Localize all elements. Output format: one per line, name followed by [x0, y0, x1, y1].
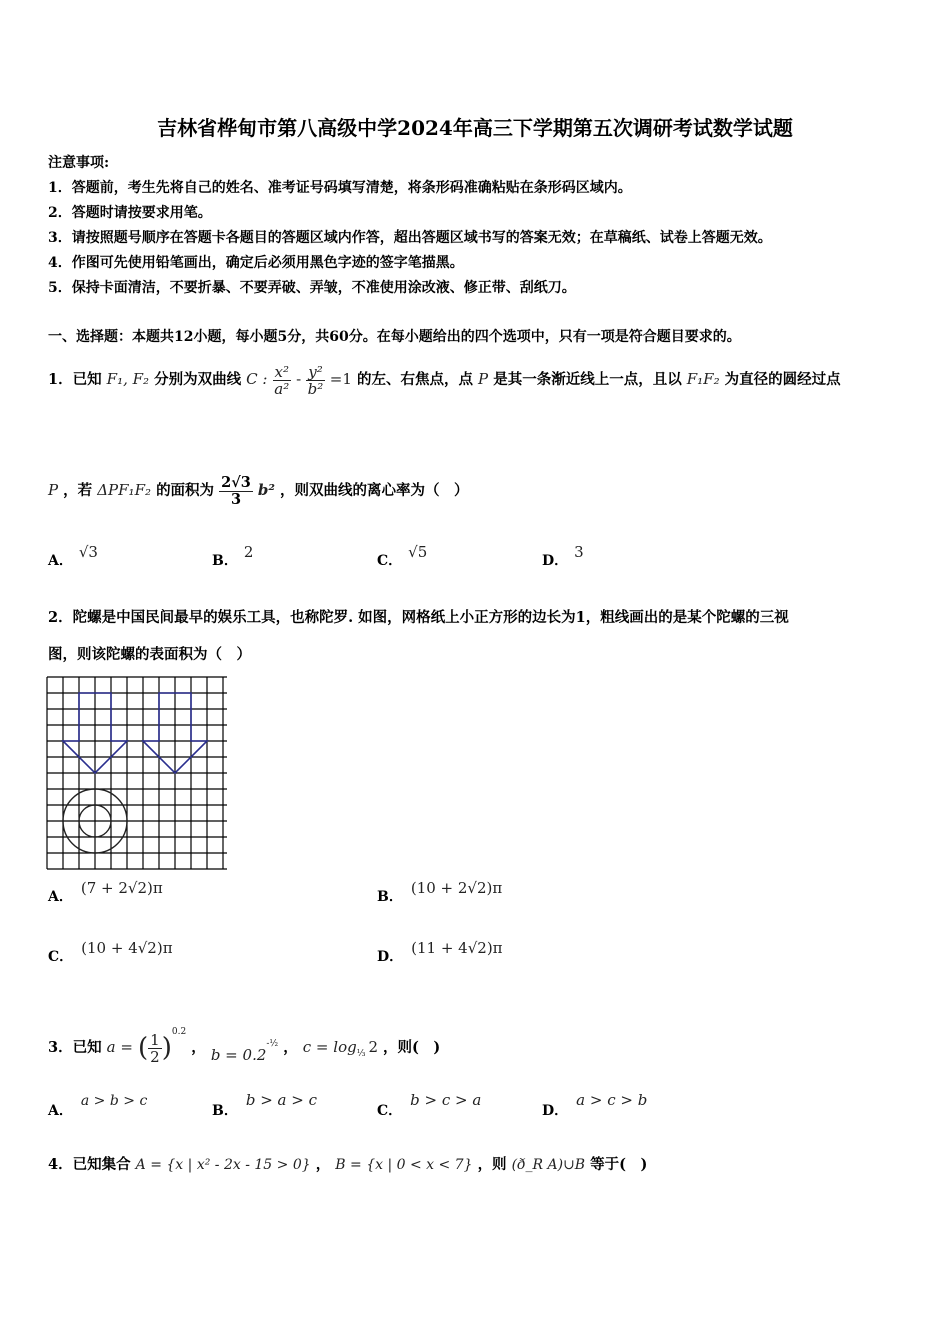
q1-option-c-value: √5: [408, 543, 428, 561]
q1-point-p: P: [478, 370, 489, 388]
q3-half: [148, 1032, 162, 1065]
three-view-figure: [45, 675, 229, 873]
q1-equals-one: =1: [329, 370, 352, 388]
q4-set-b: B = {x | 0 < x < 7}: [335, 1157, 473, 1173]
q3-option-d-label: D．: [542, 1103, 569, 1119]
q2-option-d-label: D．: [377, 949, 404, 965]
q2-option-b-label: B．: [377, 889, 403, 905]
notice-item-2: 2．答题时请按要求用笔。: [48, 205, 212, 221]
q1-x2: x²: [274, 362, 290, 381]
q1-text-1: 1．已知: [48, 371, 102, 388]
q3-comma-2: ，: [283, 1039, 298, 1056]
question-3: [48, 1012, 440, 1074]
q4-text-1: 4．已知集合: [48, 1156, 131, 1173]
q3-option-d-value: a > c > b: [576, 1091, 648, 1109]
question-1-line-2: [48, 470, 469, 511]
q3-option-c-label: C．: [377, 1103, 403, 1119]
q3-text-2: ，则( ): [383, 1039, 441, 1056]
q1-text-5: 为直径的圆经过点: [724, 371, 841, 388]
q3-c-eq: c = log: [302, 1038, 357, 1056]
q1-text-4: 是其一条渐近线上一点，且以: [493, 371, 682, 388]
q1-frac-y: [306, 364, 325, 397]
q1-text-6: ，若: [63, 482, 93, 499]
q1-option-d-value: 3: [574, 543, 584, 561]
question-1-line-1: [48, 362, 841, 397]
q3-option-d[interactable]: [542, 1091, 648, 1120]
q3-b-eq: b = 0.2: [210, 1046, 267, 1064]
q2-option-d[interactable]: [377, 939, 503, 966]
q3-option-b-value: b > a > c: [245, 1091, 317, 1109]
q3-left-paren: (: [138, 1033, 149, 1063]
q3-comma-1: ，: [191, 1039, 206, 1056]
q1-frac-x: [273, 364, 291, 397]
q1-area-num: 2√3: [221, 473, 251, 491]
q4-text-2: ，则: [477, 1156, 507, 1173]
q3-option-a-value: a > b > c: [80, 1093, 148, 1109]
q1-text-2: 分别为双曲线: [154, 371, 242, 388]
question-2-line-2: 图，则该陀螺的表面积为（ ）: [48, 646, 251, 663]
q1-option-c-label: C．: [377, 553, 403, 569]
q1-option-a[interactable]: [48, 543, 98, 570]
q3-option-b-label: B．: [212, 1103, 238, 1119]
q2-option-a-label: A．: [48, 889, 73, 905]
q1-option-d-label: D．: [542, 553, 569, 569]
q2-option-b[interactable]: [377, 879, 503, 906]
q1-area-den: 3: [230, 490, 242, 508]
q1-option-b[interactable]: [212, 543, 254, 570]
q1-area-frac: [219, 475, 253, 508]
notice-item-3: 3．请按照题号顺序在答题卡各题目的答题区域内作答，超出答题区域书写的答案无效；在草稿纸、试卷上答题无效。: [48, 230, 772, 246]
q2-option-c-label: C．: [48, 949, 74, 965]
q1-option-c[interactable]: [377, 543, 428, 570]
q3-half-num: 1: [150, 1030, 160, 1049]
q1-minus: -: [296, 370, 302, 388]
q3-text-1: 3．已知: [48, 1039, 102, 1056]
q1-text-3: 的左、右焦点，点: [356, 371, 473, 388]
notice-item-5: 5．保持卡面清洁，不要折暴、不要弄破、弄皱，不准使用涂改液、修正带、刮纸刀。: [48, 280, 576, 296]
q3-option-b[interactable]: [212, 1091, 317, 1120]
notice-heading: 注意事项:: [48, 155, 110, 171]
q1-a2: a²: [274, 379, 290, 398]
q4-set-a: A = {x | x² - 2x - 15 > 0}: [135, 1157, 311, 1173]
q3-option-c-value: b > c > a: [410, 1091, 482, 1109]
q2-option-a[interactable]: [48, 879, 163, 906]
q2-option-b-value: (10 + 2√2)π: [410, 879, 503, 897]
q3-a-eq: a =: [106, 1038, 133, 1056]
q1-point-p-2: P: [48, 481, 59, 499]
q2-option-d-value: (11 + 4√2)π: [411, 939, 503, 957]
q3-log-arg: 2: [368, 1038, 378, 1056]
section-heading: 一、选择题：本题共12小题，每小题5分，共60分。在每小题给出的四个选项中，只有一项是符合题目要求的。: [48, 329, 741, 345]
q1-option-a-value: √3: [78, 543, 98, 561]
q3-option-a[interactable]: [48, 1093, 148, 1120]
q3-exp-1: 0.2: [171, 1027, 187, 1037]
q1-foci: F₁, F₂: [106, 370, 150, 388]
q2-option-c-value: (10 + 4√2)π: [81, 939, 173, 957]
q3-option-a-label: A．: [48, 1103, 73, 1119]
q1-y2: y²: [308, 362, 323, 381]
q4-text-3: 等于( ): [590, 1156, 648, 1173]
figure-grid: [47, 677, 227, 869]
q3-exp-2: -½: [266, 1039, 279, 1050]
q4-expression: (ð_R A)∪B: [511, 1157, 586, 1173]
q1-curve-label: C :: [246, 370, 268, 388]
notice-item-1: 1．答题前，考生先将自己的姓名、准考证号码填写清楚，将条形码准确粘贴在条形码区域内。: [48, 180, 632, 196]
q2-option-a-value: (7 + 2√2)π: [80, 879, 163, 897]
q1-option-b-value: 2: [243, 543, 254, 561]
q3-option-c[interactable]: [377, 1091, 482, 1120]
q3-half-den: 2: [150, 1047, 160, 1066]
q1-option-a-label: A．: [48, 553, 73, 569]
question-4: [48, 1150, 647, 1180]
q1-text-7: 的面积为: [156, 482, 215, 499]
q1-option-d[interactable]: [542, 543, 584, 570]
q1-triangle: ΔPF₁F₂: [97, 481, 151, 499]
q1-b2: b²: [307, 379, 324, 398]
page-title: 吉林省桦甸市第八高级中学2024年高三下学期第五次调研考试数学试题: [157, 116, 793, 140]
q1-option-b-label: B．: [212, 553, 238, 569]
q1-segment: F₁F₂: [686, 370, 720, 388]
q1-text-8: ，则双曲线的离心率为（ ）: [280, 482, 469, 499]
q2-option-c[interactable]: [48, 939, 173, 966]
notice-item-4: 4．作图可先使用铅笔画出，确定后必须用黑色字迹的签字笔描黑。: [48, 255, 464, 271]
q3-log-base: ⅓: [356, 1048, 366, 1059]
q4-comma: ，: [315, 1156, 331, 1173]
q1-area-b: b²: [257, 481, 275, 499]
q3-right-paren: ): [161, 1033, 172, 1063]
question-2-line-1: 2．陀螺是中国民间最早的娱乐工具，也称陀罗. 如图，网格纸上小正方形的边长为1，粗线画出的是某个陀螺的三视: [48, 609, 789, 626]
